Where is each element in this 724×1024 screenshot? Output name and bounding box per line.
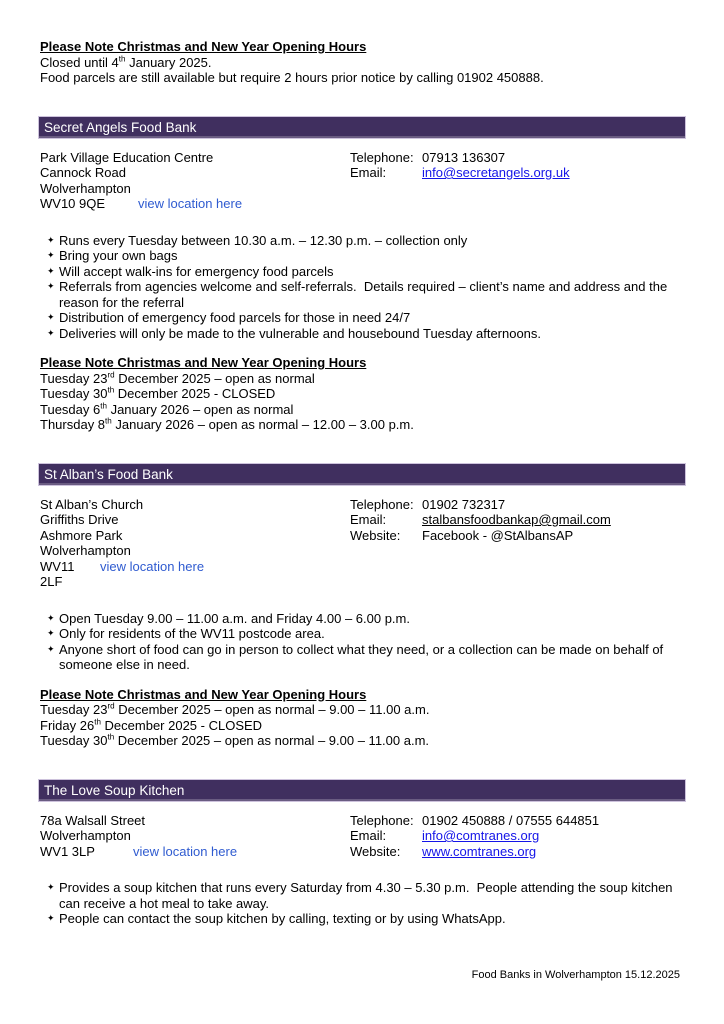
text-line: St Alban’s Church [40,496,144,512]
bullet-item [40,880,684,911]
bullet-text: People can contact the soup kitchen by calling, texting or by using WhatsApp. [59,911,506,926]
diamond-bullet-icon: ✦ [47,234,55,245]
info-grid [40,813,684,860]
diamond-bullet-icon: ✦ [47,612,55,623]
hours-heading: Please Note Christmas and New Year Opening Hours [40,355,367,370]
diamond-bullet-icon: ✦ [47,628,55,638]
top-notice [40,39,684,86]
hours-block [40,687,684,749]
bullet-text: Provides a soup kitchen that runs every Saturday from 4.30 – 5.30 p.m. People attending the soup kitchen can receive a hot meal to take away. [59,880,677,911]
postcode: WV11 2LF [40,558,75,589]
text-line: Tuesday 6th January 2026 – open as normal [40,401,294,417]
section-st-albans [40,463,684,749]
contact-row [350,497,684,513]
contact-row [350,828,684,844]
view-location-link[interactable]: view location here [133,843,238,859]
bullet-item [40,642,684,673]
contact-label: Telephone: [350,812,414,828]
top-notice-lines [40,55,684,86]
text-line: Thursday 8th January 2026 – open as normal – 12.00 – 3.00 p.m. [40,416,414,432]
postcode: WV10 9QE [40,196,106,211]
bullet-list [40,611,684,673]
contact-label: Website: [350,843,401,859]
text-line: Food parcels are still available but require 2 hours prior notice by calling 01902 450888. [40,70,544,85]
text-line: Tuesday 30th December 2025 – open as normal – 9.00 – 11.00 a.m. [40,732,430,748]
bullet-item [40,233,684,249]
contact-label: Telephone: [350,149,414,165]
section-header-st-albans [38,463,686,486]
contact-row [350,528,684,544]
postcode-row [40,844,350,860]
contact-label: Telephone: [350,496,414,512]
text-line: Wolverhampton [40,543,131,558]
page-footer: Food Banks in Wolverhampton 15.12.2025 [471,969,680,981]
section-secret-angels [40,116,684,433]
bullet-item [40,310,684,326]
contact-row [350,165,684,181]
contact-label: Email: [350,165,387,180]
bullet-text: Runs every Tuesday between 10.30 a.m. – 12.30 p.m. – collection only [59,232,468,248]
diamond-bullet-icon: ✦ [47,281,55,291]
text-line: Wolverhampton [40,828,131,843]
section-title: Secret Angels Food Bank [44,119,197,135]
bullet-list [40,233,684,342]
info-grid [40,150,684,212]
diamond-bullet-icon: ✦ [47,327,55,338]
contact-value: 01902 450888 / 07555 644851 [422,812,600,828]
address-lines [40,813,350,844]
text-line: Tuesday 23rd December 2025 – open as normal [40,370,315,386]
bullet-text: Anyone short of food can go in person to collect what they need, or a collection can be made on behalf of someone else in need. [59,641,667,672]
contact-value: Facebook - @StAlbansAP [422,527,574,543]
bullet-item [40,626,684,642]
contact-value: 07913 136307 [422,149,506,165]
text-line: Cannock Road [40,165,126,180]
diamond-bullet-icon: ✦ [47,265,55,276]
bullet-item [40,248,684,264]
contact-value: 01902 732317 [422,496,506,512]
address-block [40,497,350,590]
text-line: Griffiths Drive [40,512,119,527]
view-location-link[interactable]: view location here [138,196,243,211]
contact-row [350,813,684,829]
text-line: Park Village Education Centre [40,149,214,165]
postcode: WV1 3LP [40,843,95,859]
info-grid [40,497,684,590]
text-line: Tuesday 23rd December 2025 – open as normal – 9.00 – 11.00 a.m. [40,701,430,717]
address-lines [40,150,350,197]
section-love-soup-kitchen [40,779,684,927]
section-header-secret-angels [38,116,686,139]
bullet-item [40,326,684,342]
text-line: Tuesday 30th December 2025 - CLOSED [40,385,276,401]
hours-block [40,355,684,433]
contact-value[interactable]: info@comtranes.org [422,828,540,843]
text-line: Closed until 4th January 2025. [40,54,212,70]
contacts-block [350,497,684,544]
contact-value: stalbansfoodbankap@gmail.com [422,512,611,527]
bullet-text: Bring your own bags [59,248,178,263]
bullet-text: Will accept walk-ins for emergency food parcels [59,263,334,279]
diamond-bullet-icon: ✦ [47,882,55,892]
bullet-list [40,880,684,927]
address-block [40,813,350,860]
bullet-text: Deliveries will only be made to the vulnerable and housebound Tuesday afternoons. [59,325,542,341]
bullet-text: Referrals from agencies welcome and self-referrals. Details required – client’s name and address and the reason for the referral [59,279,671,310]
contact-value[interactable]: www.comtranes.org [422,843,537,859]
text-line: 78a Walsall Street [40,812,146,828]
section-header-love-soup-kitchen [38,779,686,802]
view-location-link[interactable]: view location here [100,558,205,574]
contacts-block [350,150,684,181]
text-line: Friday 26th December 2025 - CLOSED [40,717,263,733]
contact-row [350,844,684,860]
bullet-text: Open Tuesday 9.00 – 11.00 a.m. and Friday 4.00 – 6.00 p.m. [59,610,410,626]
address-block [40,150,350,212]
section-title: St Alban’s Food Bank [44,466,173,482]
diamond-bullet-icon: ✦ [47,312,55,322]
hours-lines [40,702,684,749]
hours-heading: Please Note Christmas and New Year Opening Hours [40,686,367,702]
bullet-item [40,264,684,280]
bullet-text: Distribution of emergency food parcels for those in need 24/7 [59,310,411,325]
contact-value[interactable]: info@secretangels.org.uk [422,165,570,180]
postcode-row [40,196,350,212]
diamond-bullet-icon: ✦ [47,913,55,923]
bullet-text: Only for residents of the WV11 postcode area. [59,626,325,641]
address-lines [40,497,350,559]
contact-row [350,150,684,166]
diamond-bullet-icon: ✦ [47,250,55,260]
contact-label: Website: [350,527,401,543]
section-title: The Love Soup Kitchen [44,782,185,798]
top-notice-heading: Please Note Christmas and New Year Opening Hours [40,39,367,54]
diamond-bullet-icon: ✦ [47,643,55,654]
text-line: Ashmore Park [40,527,123,543]
bullet-item [40,279,684,310]
bullet-item [40,611,684,627]
contact-label: Email: [350,512,387,527]
contact-row [350,512,684,528]
postcode-row [40,559,350,590]
text-line: Wolverhampton [40,180,131,196]
hours-lines [40,371,684,433]
contacts-block [350,813,684,860]
contact-label: Email: [350,828,387,843]
bullet-item [40,911,684,927]
